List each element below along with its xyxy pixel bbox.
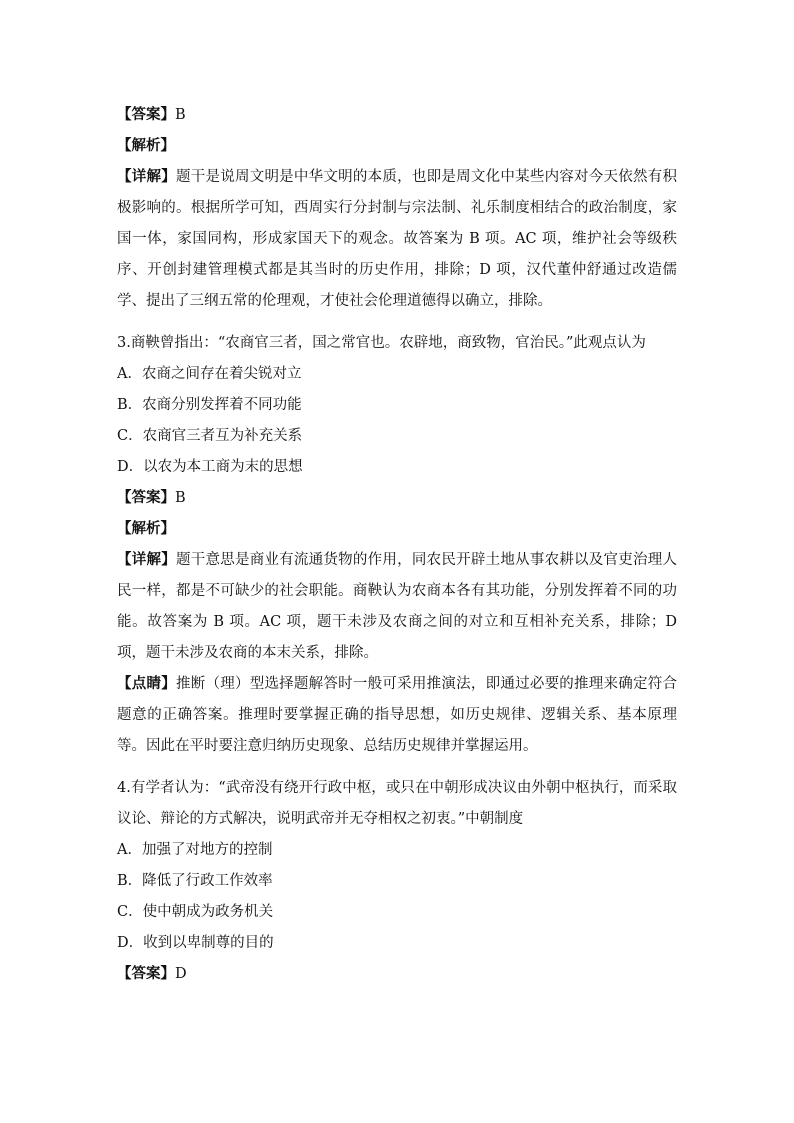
answer-value: B [175, 490, 186, 506]
detail-text: 题干意思是商业有流通货物的作用，同农民开辟土地从事农耕以及官吏治理人民一样，都是不可缺少的社会职能。商鞅认为农商本各有其功能，分别发挥着不同的功能。故答案为 B 项。AC 项，题干未涉及农商之间的对立和互相补充关系，排除；D 项，题干未涉及农商的本末关系，排除。 [117, 552, 678, 661]
detail-tag: 【详解】 [117, 169, 176, 185]
analysis-tag: 【解析】 [117, 521, 175, 537]
option-d: D．收到以卑制尊的目的 [117, 935, 274, 951]
question-stem: 4.有学者认为：“武帝没有绕开行政中枢，或只在中朝形成决议由外朝中枢执行，而采取议论、辩论的方式解决，说明武帝并无夺相权之初衷。”中朝制度 [117, 780, 677, 827]
detail-text: 题干是说周文明是中华文明的本质，也即是周文化中某些内容对今天依然有积极影响的。根据所学可知，西周实行分封制与宗法制、礼乐制度相结合的政治制度，家国一体，家国同构，形成家国天下的观念。故答案为 B 项。AC 项，维护社会等级秩序、开创封建管理模式都是其当时的历史作用，排除；D 项，汉代董仲舒通过改造儒学、提出了三纲五常的伦理观，才使社会伦理道德得以确立，排除。 [117, 169, 678, 309]
option-a: A．加强了对地方的控制 [117, 842, 273, 858]
section-gap [117, 762, 677, 773]
question-3 [117, 328, 677, 762]
option-c: C．农商官三者互为补充关系 [117, 428, 303, 444]
question-4 [117, 773, 677, 990]
answer-value: D [175, 966, 187, 982]
analysis-tag: 【解析】 [117, 138, 175, 154]
detail-paragraph [117, 162, 677, 317]
answer-line [117, 100, 677, 131]
section-gap [117, 317, 677, 328]
answer-line [117, 483, 677, 514]
detail-tag: 【详解】 [117, 552, 176, 568]
answer-value: B [175, 107, 186, 123]
answer-line [117, 959, 677, 990]
option-a: A．农商之间存在着尖锐对立 [117, 366, 302, 382]
option-b: B．降低了行政工作效率 [117, 873, 273, 889]
answer-tag: 【答案】 [117, 966, 175, 982]
option-c: C．使中朝成为政务机关 [117, 904, 274, 920]
answer-tag: 【答案】 [117, 490, 175, 506]
option-b: B．农商分别发挥着不同功能 [117, 397, 302, 413]
tip-tag: 【点睛】 [117, 676, 176, 692]
option-d: D．以农为本工商为末的思想 [117, 459, 303, 475]
tip-paragraph [117, 669, 677, 762]
detail-paragraph [117, 545, 677, 669]
question-stem: 3.商鞅曾指出：“农商官三者，国之常官也。农辟地，商致物，官治民。”此观点认为 [117, 335, 646, 351]
document-page [117, 100, 677, 990]
tip-text: 推断（理）型选择题解答时一般可采用推演法，即通过必要的推理来确定符合题意的正确答案。推理时要掌握正确的指导思想，如历史规律、逻辑关系、基本原理等。因此在平时要注意归纳历史现象、总结历史规律并掌握运用。 [117, 676, 678, 754]
answer-tag: 【答案】 [117, 107, 175, 123]
